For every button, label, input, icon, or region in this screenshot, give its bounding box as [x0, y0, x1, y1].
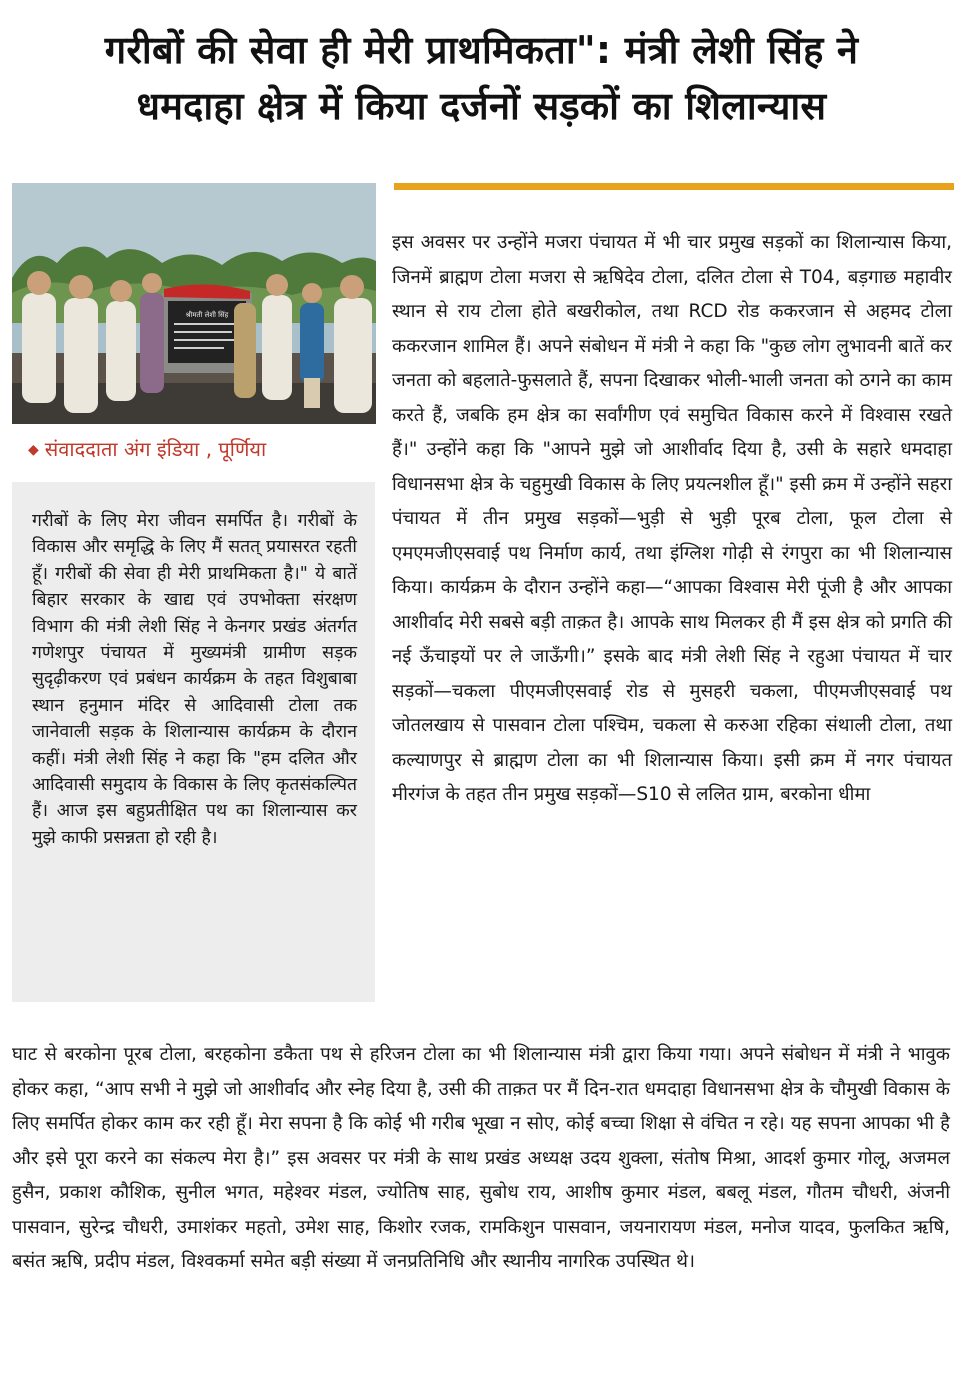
headline-line-1: गरीबों की सेवा ही मेरी प्राथमिकता": मंत्री लेशी सिंह ने — [104, 28, 859, 72]
headline-line-2: धमदाहा क्षेत्र में किया दर्जनों सड़कों का शिलान्यास — [136, 84, 827, 128]
accent-rule — [394, 183, 954, 190]
bottom-text-block — [12, 1038, 950, 1280]
right-column — [392, 226, 952, 813]
headline — [18, 22, 945, 134]
byline — [28, 434, 378, 465]
right-column-paragraph: इस अवसर पर उन्होंने मजरा पंचायत में भी चार प्रमुख सड़कों का शिलान्यास किया, जिनमें ब्राह्मण टोला मजरा से ऋषिदेव टोला, दलित टोला से T04, बड़गाछ महावीर स्थान से राय टोला होते बखरीकोल, तथा RCD रोड ककरजान से अहमद टोला ककरजान शामिल हैं। अपने संबोधन में मंत्री ने कहा कि "कुछ लोग लुभावनी बातें कर जनता को बहलाते-फुसलाते हैं, सपना दिखाकर भोली-भाली जनता को ठगने का काम करते हैं, जबकि हम क्षेत्र का सर्वांगीण एवं समुचित विकास करने में विश्वास रखते हैं।" उन्होंने कहा कि "आपने मुझे जो आशीर्वाद दिया है, उसी के सहारे धमदाहा विधानसभा क्षेत्र के चहुमुखी विकास के लिए प्रयत्नशील हूँ।" इसी क्रम में उन्होंने सहरा पंचायत में तीन प्रमुख सड़कों—भुड़ी से भुड़ी पूरब टोला, फूल टोला से एमएमजीएसवाई पथ निर्माण कार्य, तथा इंग्लिश गोढ़ी से रंगपुरा का भी शिलान्यास किया। कार्यक्रम के दौरान उन्होंने कहा—“आपका विश्वास मेरी पूंजी है और आपका आशीर्वाद मेरी सबसे बड़ी ताक़त है। आपके साथ मिलकर ही मैं इस क्षेत्र को प्रगति की नई ऊँचाइयों पर ले जाऊँगी।” इसके बाद मंत्री लेशी सिंह ने रहुआ पंचायत में चार सड़कों—चकला पीएमजीएसवाई रोड से मुसहरी चकला, पीएमजीएसवाई पथ जोतलखाय से पासवान टोला पश्चिम, चकला से करुआ रहिका संथाली टोला, तथा कल्याणपुर से ब्राह्मण टोला का भी शिलान्यास किया। इसी क्रम में नगर पंचायत मीरगंज के तहत तीन प्रमुख सड़कों—S10 से ललित ग्राम, बरकोना धीमा — [392, 232, 952, 805]
highlight-box — [12, 482, 375, 1002]
plaque-text: श्रीमती लेशी सिंह — [185, 311, 229, 319]
diamond-icon: ◆ — [28, 442, 39, 458]
bottom-paragraph: घाट से बरकोना पूरब टोला, बरहकोना डकैता पथ से हरिजन टोला का भी शिलान्यास मंत्री द्वारा किया गया। अपने संबोधन में मंत्री ने भावुक होकर कहा, “आप सभी ने मुझे जो आशीर्वाद और स्नेह दिया है, उसी की ताक़त पर मैं दिन-रात धमदाहा विधानसभा क्षेत्र के चौमुखी विकास के लिए समर्पित होकर काम कर रही हूँ। मेरा सपना है कि कोई भी गरीब भूखा न सोए, कोई बच्चा शिक्षा से वंचित न रहे। यह सपना आपका भी है और इसे पूरा करने का संकल्प मेरा है।” इस अवसर पर मंत्री के साथ प्रखंड अध्यक्ष उदय शुक्ला, संतोष मिश्रा, आदर्श कुमार गोलू, अजमल हुसैन, प्रकाश कौशिक, सुनील भगत, महेश्वर मंडल, ज्योतिष साह, सुबोध राय, आशीष कुमार मंडल, बबलू मंडल, गौतम चौधरी, अंजनी पासवान, सुरेन्द्र चौधरी, उमाशंकर महतो, उमेश साह, किशोर रजक, रामकिशुन पासवान, जयनारायण मंडल, मनोज यादव, फुलकित ऋषि, बसंत ऋषि, प्रदीप मंडल, विश्वकर्मा समेत बड़ी संख्या में जनप्रतिनिधि और स्थानीय नागरिक उपस्थित थे। — [12, 1044, 950, 1272]
sidebar-paragraph: गरीबों के लिए मेरा जीवन समर्पित है। गरीबों के विकास और समृद्धि के लिए मैं सतत् प्रयासरत रहती हूँ। गरीबों की सेवा ही मेरी प्राथमिकता है।" ये बातें बिहार सरकार के खाद्य एवं उपभोक्ता संरक्षण विभाग की मंत्री लेशी सिंह ने केनगर प्रखंड अंतर्गत गणेशपुर पंचायत में मुख्यमंत्री ग्रामीण सड़क सुदृढ़ीकरण एवं प्रबंधन कार्यक्रम के तहत विशुबाबा स्थान हनुमान मंदिर से आदिवासी टोला तक जानेवाली सड़क के शिलान्यास कार्यक्रम के दौरान कहीं। मंत्री लेशी सिंह ने कहा कि "हम दलित और आदिवासी समुदाय के विकास के लिए कृतसंकल्पित हैं। आज इस बहुप्रतीक्षित पथ का शिलान्यास कर मुझे काफी प्रसन्नता हो रही है। — [32, 511, 357, 848]
event-photo — [12, 183, 376, 424]
photo-illustration — [12, 183, 376, 424]
byline-text: संवाददाता अंग इंडिया , पूर्णिया — [44, 437, 267, 461]
